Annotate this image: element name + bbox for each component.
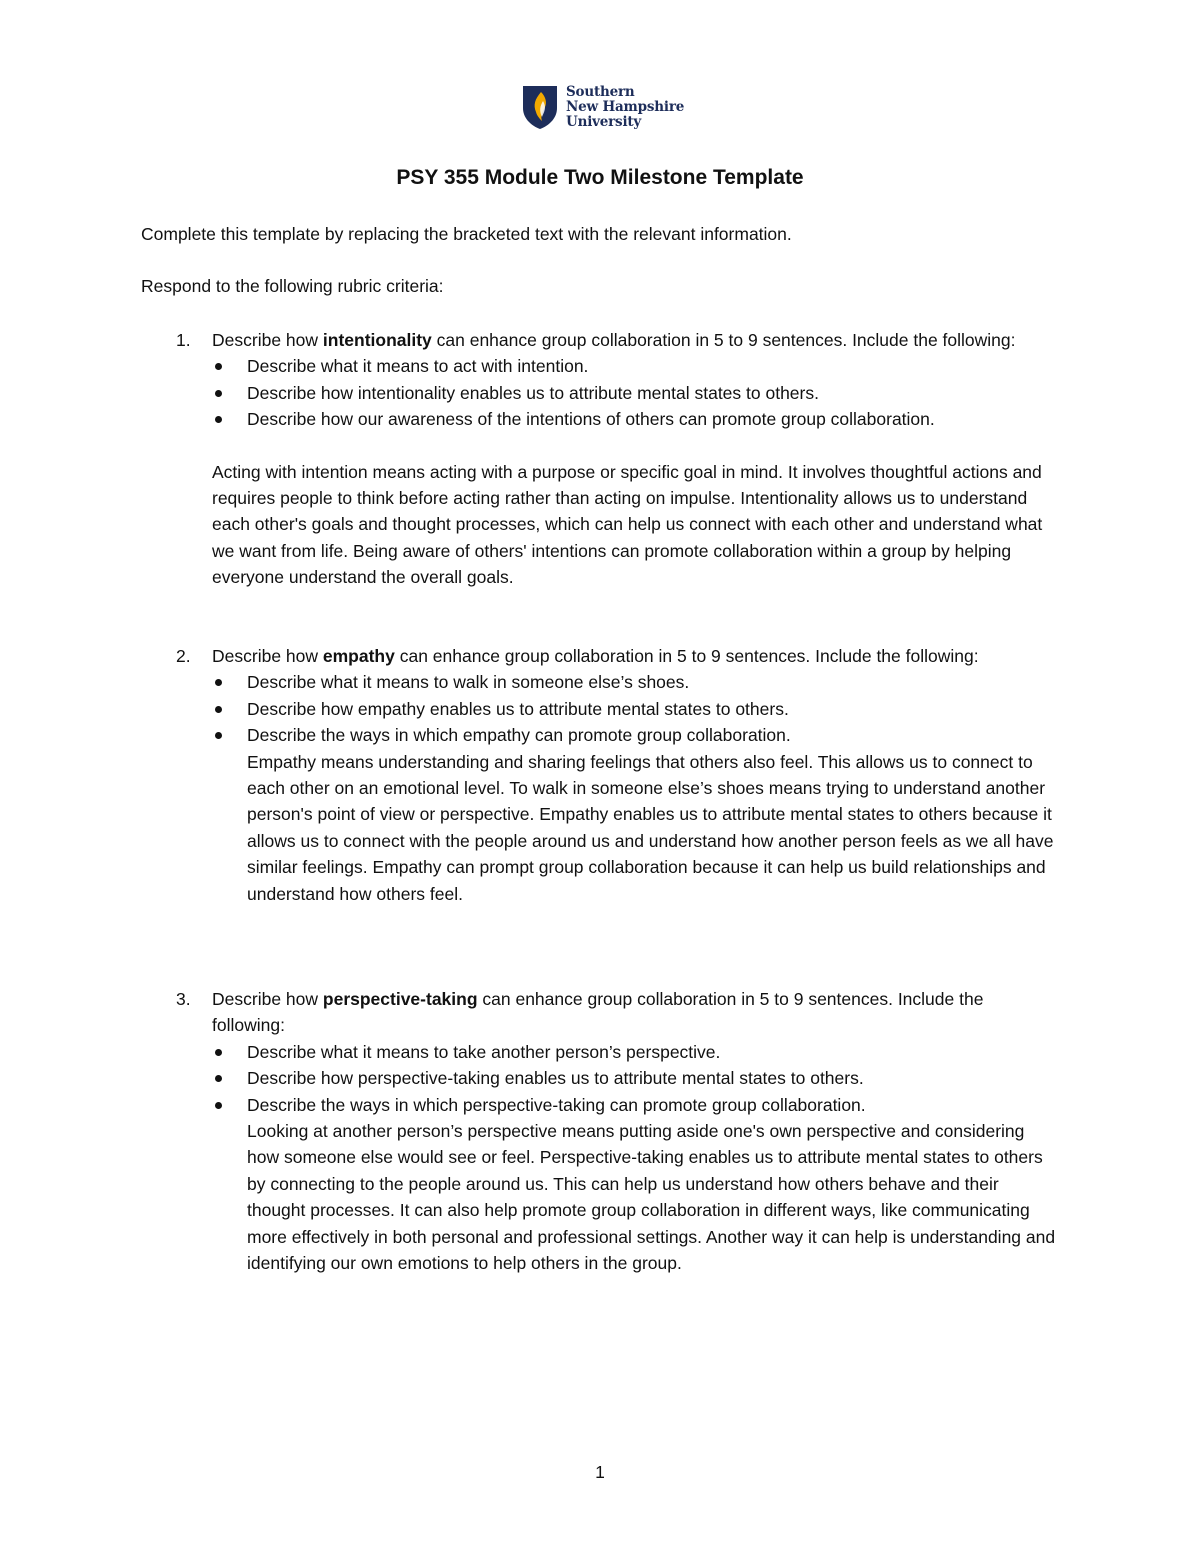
- bullet-list: [247, 1039, 1062, 1118]
- bullet-text: Describe what it means to walk in someone else’s shoes.: [247, 672, 690, 693]
- prompt-text: can enhance group collaboration in 5 to 9 sentences. Include the following:: [212, 989, 984, 1036]
- bullet-text: Describe how our awareness of the intentions of others can promote group collaboration.: [247, 409, 935, 430]
- bullet-icon: [215, 390, 222, 397]
- bullet-icon: [215, 706, 222, 713]
- bullet-text: Describe what it means to take another person’s perspective.: [247, 1041, 721, 1062]
- answer-text: Looking at another person’s perspective means putting aside one's own perspective and considering how someone else would see or feel. Perspective-taking enables us to attribute mental states to others by connecting to the people around us. This can help us understand how others behave and their thought processes. It can also help promote group collaboration in different ways, like communicating more effectively in both personal and professional settings. Another way it can help is understanding and identifying our own emotions to help others in the group.: [247, 1121, 1056, 1274]
- item-number: 1.: [176, 330, 191, 350]
- bullet-icon: [215, 1102, 222, 1109]
- prompt-keyword: perspective-taking: [322, 989, 478, 1009]
- answer-text: Empathy means understanding and sharing feelings that others also feel. This allows us to connect to each other on an emotional level. To walk in someone else’s shoes means trying to understand another person's point of view or perspective. Empathy enables us to attribute mental states to others because it allows us to connect with the people around us and understand how another person feels as we all have similar feelings. Empathy can prompt group collaboration because it can help us build relationships and understand how others feel.: [247, 751, 1054, 904]
- logo-line-2: New Hampshire: [566, 98, 685, 115]
- bullet-text: Describe the ways in which perspective-taking can promote group collaboration.: [247, 1094, 866, 1115]
- answer-text: Acting with intention means acting with a purpose or specific goal in mind. It involves thoughtful actions and requires people to think before acting rather than acting on impulse. Intentionality allows us to understand each other's goals and thought processes, which can help us connect with each other and understand what we want from life. Being aware of others' intentions can promote collaboration within a group by helping everyone understand the overall goals.: [212, 461, 1043, 588]
- prompt-text: can enhance group collaboration in 5 to 9 sentences. Include the following:: [431, 330, 1016, 350]
- prompt-keyword: intentionality: [322, 330, 432, 350]
- list-item: [247, 380, 1062, 406]
- list-item: [247, 669, 1062, 695]
- rubric-item-3: [141, 986, 1061, 1276]
- bullet-text: Describe how intentionality enables us to attribute mental states to others.: [247, 382, 819, 403]
- list-item: [247, 1065, 1062, 1091]
- item-number: 3.: [176, 989, 191, 1009]
- list-item: [247, 1092, 1062, 1118]
- rubric-item-2: [141, 643, 1061, 907]
- item-prompt: [212, 327, 1057, 353]
- shield-flame-icon: [521, 84, 559, 130]
- list-item: [247, 722, 1062, 748]
- bullet-text: Describe how perspective-taking enables us to attribute mental states to others.: [247, 1068, 864, 1089]
- item-number: 2.: [176, 646, 191, 666]
- list-item: [247, 696, 1062, 722]
- bullet-icon: [215, 679, 222, 686]
- bullet-text: Describe how empathy enables us to attribute mental states to others.: [247, 698, 789, 719]
- list-item: [247, 353, 1062, 379]
- respond-text: Respond to the following rubric criteria:: [141, 276, 444, 296]
- prompt-keyword: empathy: [322, 646, 395, 666]
- bullet-icon: [215, 732, 222, 739]
- item-prompt: [212, 643, 1057, 669]
- bullet-list: [247, 353, 1062, 432]
- prompt-text: can enhance group collaboration in 5 to 9 sentences. Include the following:: [394, 646, 979, 666]
- logo-wordmark: [566, 85, 684, 130]
- bullet-icon: [215, 416, 222, 423]
- prompt-text: Describe how: [212, 989, 323, 1009]
- rubric-item-1: [141, 327, 1061, 591]
- bullet-icon: [215, 1049, 222, 1056]
- bullet-text: Describe the ways in which empathy can promote group collaboration.: [247, 725, 791, 746]
- prompt-text: Describe how: [212, 646, 323, 666]
- bullet-icon: [215, 363, 222, 370]
- logo-line-3: University: [566, 113, 642, 130]
- logo-line-1: Southern: [566, 83, 635, 100]
- bullet-text: Describe what it means to act with intention.: [247, 356, 589, 377]
- snhu-logo: [521, 84, 684, 130]
- bullet-icon: [215, 1075, 222, 1082]
- prompt-text: Describe how: [212, 330, 323, 350]
- page-title: PSY 355 Module Two Milestone Template: [396, 166, 804, 189]
- item-prompt: [212, 986, 1057, 1039]
- list-item: [247, 1039, 1062, 1065]
- intro-text: Complete this template by replacing the bracketed text with the relevant information.: [141, 224, 792, 244]
- page-number: 1: [595, 1462, 605, 1482]
- bullet-list: [247, 669, 1062, 748]
- list-item: [247, 406, 1062, 432]
